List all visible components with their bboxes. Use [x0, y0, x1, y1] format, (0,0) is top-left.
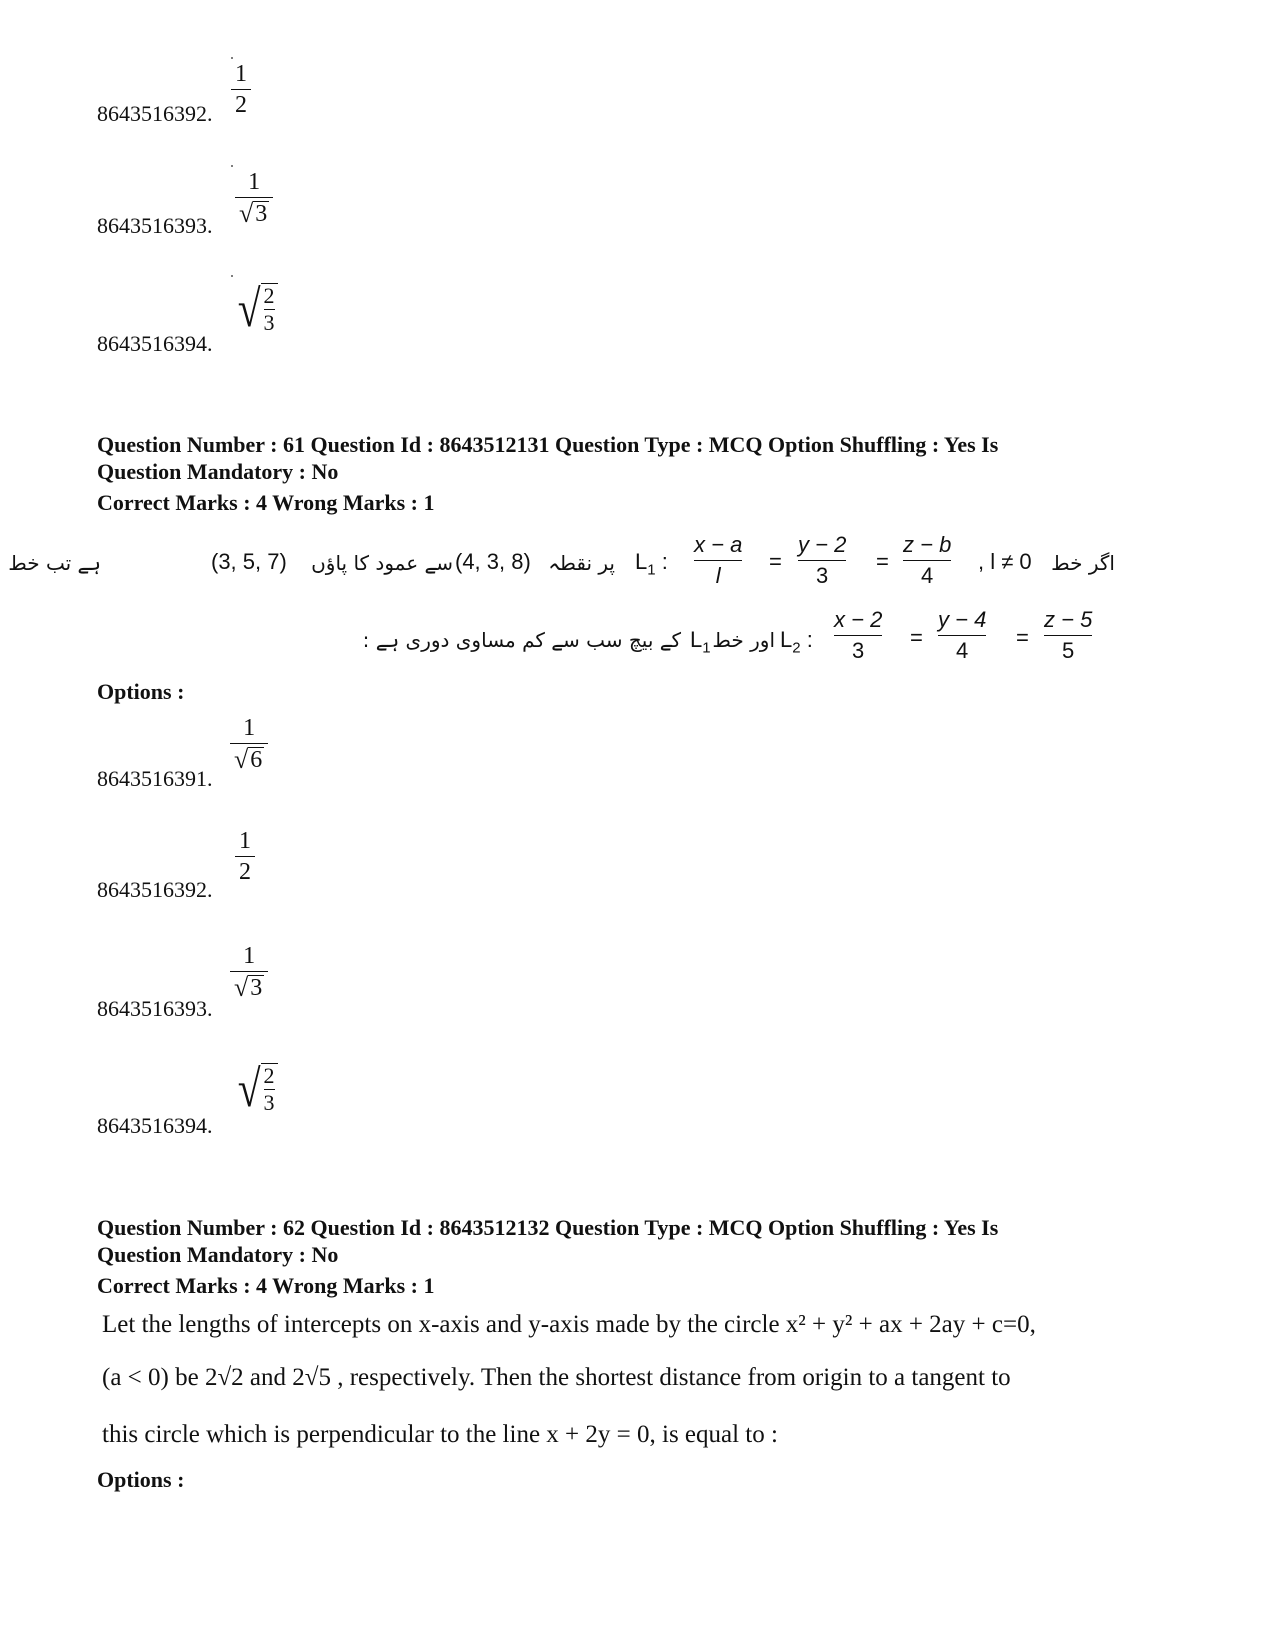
- numerator: z − 5: [1044, 607, 1093, 632]
- question-header-line: Question Mandatory : No: [97, 459, 339, 484]
- option-fraction: [230, 716, 268, 773]
- numerator: z − b: [903, 532, 952, 557]
- urdu-text: اور خط: [712, 628, 775, 652]
- urdu-text: پر نقطہ: [548, 551, 615, 575]
- numerator: 2: [263, 1063, 275, 1088]
- question-header-line: Question Number : 61 Question Id : 8643512131 Question Type : MCQ Option Shuffling : Yes Is: [97, 432, 999, 457]
- sqrt-icon: √: [237, 1060, 261, 1118]
- equation-fraction: [903, 534, 951, 587]
- fraction-bar: [1044, 635, 1092, 636]
- denominator: 3: [263, 1090, 275, 1115]
- question-header-line: Question Mandatory : No: [97, 1242, 339, 1267]
- fraction-bar: [230, 743, 268, 744]
- equals-sign: =: [1016, 625, 1029, 650]
- fraction-bar: [903, 560, 951, 561]
- artifact-dot: [231, 165, 233, 167]
- numerator: 2: [263, 283, 275, 308]
- denominator: 4: [956, 638, 969, 663]
- sqrt-icon: √ 6: [234, 745, 263, 774]
- numerator: x − 2: [834, 607, 883, 632]
- urdu-text: ہے تب خط: [8, 551, 101, 575]
- artifact-dot: [231, 275, 233, 277]
- denominator: l: [715, 563, 721, 588]
- equals-sign: =: [769, 549, 782, 574]
- numerator: x − a: [694, 532, 743, 557]
- sqrt-icon: √ 3: [234, 973, 263, 1002]
- option-id: 8643516392.: [97, 877, 213, 902]
- fraction-bar: [834, 635, 882, 636]
- numerator: 1: [248, 169, 261, 195]
- equation-fraction: [834, 609, 882, 662]
- question-header-line: Question Number : 62 Question Id : 8643512132 Question Type : MCQ Option Shuffling : Yes Is: [97, 1215, 999, 1240]
- fraction-bar: [235, 856, 255, 857]
- option-id: 8643516391.: [97, 766, 213, 791]
- numerator: 1: [235, 61, 247, 87]
- fraction-bar: [235, 197, 273, 198]
- numerator: 1: [243, 943, 256, 969]
- artifact-dot: [231, 57, 233, 59]
- denominator: 5: [1062, 638, 1075, 663]
- numerator: 1: [239, 828, 251, 854]
- point-coordinates: (4, 3, 8): [455, 549, 531, 574]
- equals-sign: =: [876, 549, 889, 574]
- point-coordinates: (3, 5, 7): [211, 549, 287, 574]
- denominator: 3: [852, 638, 865, 663]
- fraction-bar: [938, 635, 986, 636]
- fraction-bar: [230, 971, 268, 972]
- option-fraction: [235, 829, 255, 884]
- denominator: 2: [235, 92, 247, 118]
- line-label: $L_2$ :: [780, 627, 813, 657]
- sqrt-icon: √ 3: [239, 199, 268, 228]
- numerator: y − 2: [798, 532, 847, 557]
- urdu-text: اگر خط: [1051, 551, 1115, 575]
- denominator: 4: [921, 563, 934, 588]
- option-fraction: [231, 62, 251, 117]
- equation-fraction: [1044, 609, 1092, 662]
- fraction-bar: [694, 560, 742, 561]
- urdu-text: سے عمود کا پاؤں: [311, 551, 453, 575]
- question-header: [97, 1214, 1177, 1268]
- denominator: 3: [263, 310, 275, 335]
- option-id: 8643516394.: [97, 331, 213, 356]
- urdu-text: کے بیچ سب سے کم مساوی دوری ہے :: [362, 628, 681, 652]
- sqrt-icon: √: [237, 280, 261, 338]
- option-id: 8643516393.: [97, 996, 213, 1021]
- question-text-line: this circle which is perpendicular to the line x + 2y = 0, is equal to :: [102, 1421, 778, 1448]
- option-fraction: [230, 944, 268, 1001]
- condition: , l ≠ 0: [978, 549, 1032, 574]
- marks-line: Correct Marks : 4 Wrong Marks : 1: [97, 490, 435, 515]
- equals-sign: =: [910, 625, 923, 650]
- denominator: [230, 975, 268, 1001]
- numerator: 1: [243, 715, 256, 741]
- option-id: 8643516392.: [97, 101, 213, 126]
- numerator: y − 4: [938, 607, 987, 632]
- options-label: Options :: [97, 1467, 185, 1492]
- equation-fraction: [798, 534, 846, 587]
- fraction-bar: [231, 89, 251, 90]
- question-text-line: Let the lengths of intercepts on x-axis and y-axis made by the circle x² + y² + ax + 2ay + c=0,: [102, 1311, 1036, 1338]
- option-id: 8643516393.: [97, 213, 213, 238]
- options-label: Options :: [97, 679, 185, 704]
- denominator: [235, 201, 273, 227]
- equation-fraction: [938, 609, 986, 662]
- option-id: 8643516394.: [97, 1113, 213, 1138]
- denominator: 3: [816, 563, 829, 588]
- option-radical: [232, 280, 278, 338]
- marks-line: Correct Marks : 4 Wrong Marks : 1: [97, 1273, 435, 1298]
- line-label: $L_1$: [690, 627, 711, 657]
- denominator: 2: [239, 859, 251, 885]
- question-header: [97, 431, 1177, 485]
- option-fraction: [235, 170, 273, 227]
- line-label: $L_1$ :: [635, 549, 668, 579]
- equation-fraction: [694, 534, 742, 587]
- fraction-bar: [798, 560, 846, 561]
- option-radical: [232, 1060, 278, 1118]
- question-text-line: (a < 0) be 2√2 and 2√5 , respectively. Then the shortest distance from origin to a tangent to: [102, 1364, 1011, 1391]
- denominator: [230, 747, 268, 773]
